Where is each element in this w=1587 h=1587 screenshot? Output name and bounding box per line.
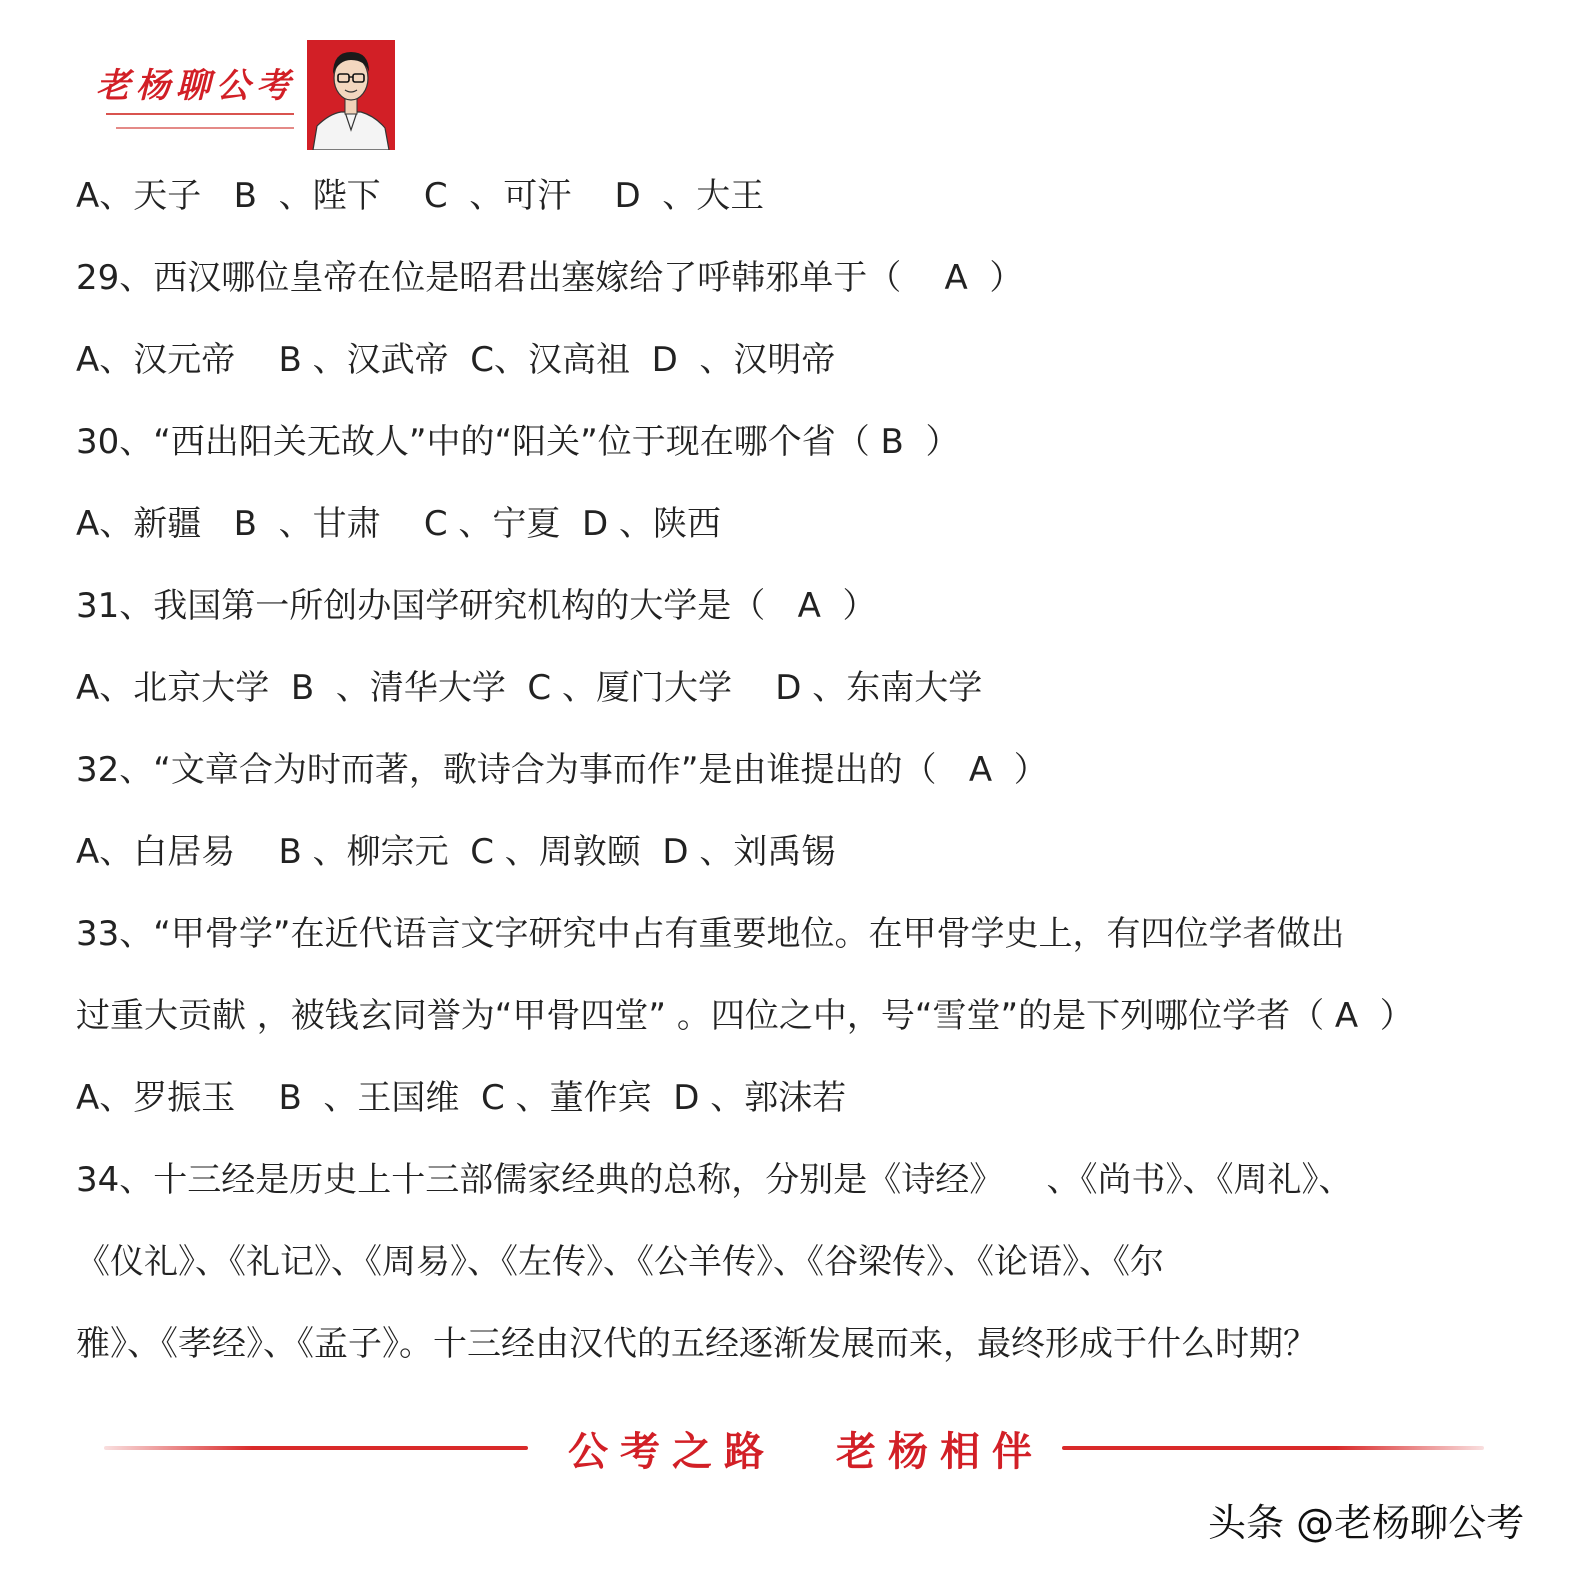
- option-line: A、罗振玉 B 、王国维 C 、董作宾 D 、郭沫若: [76, 1078, 847, 1118]
- question-line: 30、“西出阳关无故人”中的“阳关”位于现在哪个省（ B ）: [76, 422, 960, 462]
- question-line: 31、我国第一所创办国学研究机构的大学是（ A ）: [76, 586, 877, 626]
- slogan-divider-left: [104, 1446, 528, 1450]
- source-watermark: 头条 @老杨聊公考: [1208, 1501, 1525, 1545]
- brand-logo-text: 老杨聊公考: [96, 66, 296, 106]
- question-line: 过重大贡献 ，被钱玄同誉为“甲骨四堂” 。四位之中，号“雪堂”的是下列哪位学者（ A ）: [76, 996, 1414, 1036]
- option-line: A、白居易 B 、柳宗元 C 、周敦颐 D 、刘禹锡: [76, 832, 836, 872]
- option-line: A、汉元帝 B 、汉武帝 C、汉高祖 D 、汉明帝: [76, 340, 836, 380]
- question-line: 29、西汉哪位皇帝在位是昭君出塞嫁给了呼韩邪单于（ A ）: [76, 258, 1024, 298]
- option-line: A、新疆 B 、甘肃 C 、宁夏 D 、陕西: [76, 504, 722, 544]
- slogan-divider-right: [1062, 1446, 1484, 1450]
- question-line: 34、十三经是历史上十三部儒家经典的总称，分别是《诗经》 、《尚书》、《周礼》、: [76, 1160, 1353, 1200]
- option-line: A、北京大学 B 、清华大学 C 、厦门大学 D 、东南大学: [76, 668, 983, 708]
- question-line: 《仪礼》、《礼记》、《周易》、《左传》、《公羊传》、《谷梁传》、《论语》、《尔: [76, 1242, 1164, 1282]
- option-line: A、天子 B 、陛下 C 、可汗 D 、大王: [76, 176, 765, 216]
- logo-underline: [116, 127, 294, 129]
- slogan-right-text: 老杨相伴: [836, 1428, 1044, 1475]
- question-line: 32、“文章合为时而著，歌诗合为事而作”是由谁提出的（ A ）: [76, 750, 1048, 790]
- question-line: 雅》、《孝经》、《孟子》。十三经由汉代的五经逐渐发展而来，最终形成于什么时期？: [76, 1324, 1317, 1364]
- author-portrait-image: [307, 40, 395, 150]
- logo-underline: [106, 113, 294, 115]
- slogan-left-text: 公考之路: [568, 1428, 776, 1475]
- question-line: 33、“甲骨学”在近代语言文字研究中占有重要地位。在甲骨学史上，有四位学者做出: [76, 914, 1345, 954]
